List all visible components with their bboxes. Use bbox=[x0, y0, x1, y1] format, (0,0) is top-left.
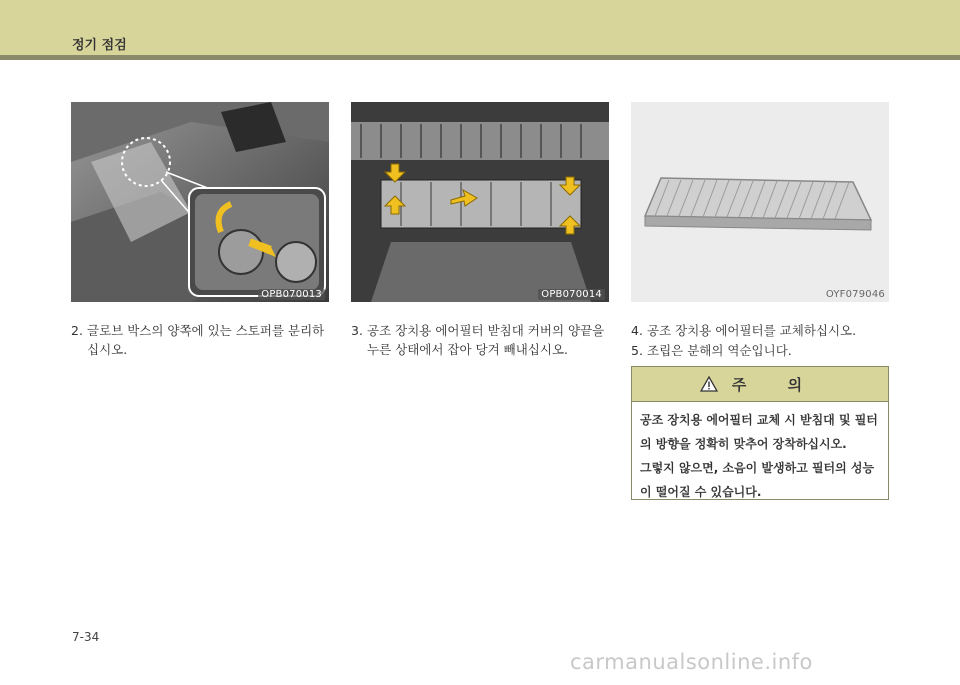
step-number: 2. bbox=[71, 323, 83, 338]
step-text: 조립은 분해의 역순입니다. bbox=[647, 343, 792, 358]
header-rule bbox=[0, 55, 960, 60]
step-number: 5. bbox=[631, 343, 643, 358]
figure-code: OYF079046 bbox=[825, 289, 885, 300]
header-band bbox=[0, 0, 960, 55]
step-5 bbox=[631, 341, 893, 360]
caution-body bbox=[632, 402, 888, 510]
step-text: 공조 장치용 에어필터 받침대 커버의 양끝을 누른 상태에서 잡아 당겨 빼내십시오. bbox=[367, 323, 605, 357]
figure-filter-cover bbox=[351, 102, 609, 302]
step-text: 공조 장치용 에어필터를 교체하십시오. bbox=[647, 323, 857, 338]
warning-triangle-icon bbox=[700, 376, 718, 392]
step-text: 글로브 박스의 양쪽에 있는 스토퍼를 분리하십시오. bbox=[87, 323, 325, 357]
figure-air-filter bbox=[631, 102, 889, 302]
section-title: 정기 점검 bbox=[72, 38, 127, 53]
page-number: 7-34 bbox=[72, 630, 100, 644]
caution-header bbox=[632, 367, 888, 402]
step-4 bbox=[631, 321, 893, 340]
watermark: carmanualsonline.info bbox=[570, 650, 813, 674]
glovebox-illustration bbox=[71, 102, 329, 302]
filter-cover-illustration bbox=[351, 102, 609, 302]
step-number: 4. bbox=[631, 323, 643, 338]
figure-code: OPB070014 bbox=[538, 289, 605, 300]
step-3 bbox=[351, 321, 613, 359]
caution-box bbox=[631, 366, 889, 500]
air-filter-illustration bbox=[631, 102, 889, 302]
figure-glovebox-stopper bbox=[71, 102, 329, 302]
caution-title: 주 의 bbox=[731, 375, 821, 394]
caution-line: 그렇지 않으면, 소음이 발생하고 필터의 성능이 떨어질 수 있습니다. bbox=[640, 461, 875, 499]
step-number: 3. bbox=[351, 323, 363, 338]
caution-line: 공조 장치용 에어필터 교체 시 받침대 및 필터의 방향을 정확히 맞추어 장착하십시오. bbox=[640, 413, 878, 451]
step-2 bbox=[71, 321, 333, 359]
figure-code: OPB070013 bbox=[258, 289, 325, 300]
